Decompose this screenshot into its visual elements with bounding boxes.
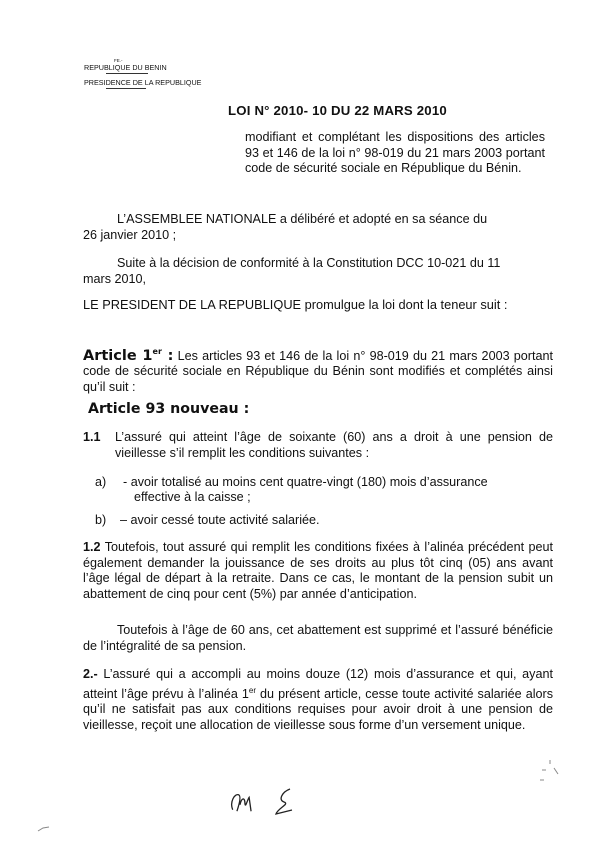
preamble-decision-line1: Suite à la décision de conformité à la Constitution DCC 10-021 du 11 (117, 256, 501, 270)
condition-a-line2: effective à la caisse ; (134, 490, 251, 504)
para-2: 2.- L’assuré qui a accompli au moins douze (12) mois d’assurance et qui, ayant atteint l’âge prévu à l’alinéa 1er du présent article, cesse toute activité salariée alors qu’il ne satisfait pas aux conditions requises pour avoir droit à une pension de vieillesse, reçoit une allocation de vieillesse sous forme d’un versement unique. (83, 667, 553, 732)
law-title: LOI N° 2010- 10 DU 22 MARS 2010 (228, 103, 447, 118)
signature-initials-2 (270, 786, 300, 824)
letterhead (84, 58, 201, 93)
preamble-president: LE PRESIDENT DE LA REPUBLIQUE promulgue la loi dont la teneur suit : (83, 297, 508, 312)
letterhead-rule (106, 73, 148, 74)
para-1-1-number: 1.1 (83, 430, 101, 444)
article-1-body-rest: portant code de sécurité sociale en République du Bénin sont modifiés et complétés ainsi qu’il suit : (83, 348, 553, 394)
scan-artifact-mark (536, 758, 566, 784)
condition-b-text: – avoir cessé toute activité salariée. (120, 513, 320, 527)
letterhead-reference: FE.- (114, 58, 123, 63)
letterhead-presidency: PRESIDENCE DE LA REPUBLIQUE (84, 78, 202, 87)
article-1 (83, 344, 553, 395)
signature-mark (226, 784, 264, 818)
letterhead-rule (106, 88, 146, 89)
scan-artifact (536, 758, 566, 786)
condition-b-label: b) (95, 513, 107, 527)
article-93-heading: Article 93 nouveau : (88, 401, 250, 417)
preamble-assembly-line2: 26 janvier 2010 ; (83, 228, 177, 242)
signature-mark (270, 786, 300, 820)
para-1-2-text: Toutefois, tout assuré qui remplit les conditions fixées à l’alinéa précédent peut également demander la jouissance de ses droits au plus tôt cinq (05) ans avant l’âge légal de départ à la retraite. Dans ce cas, le montant de la pension subit un abattement de cinq pour cent (5%) par année d’anticipation. (83, 540, 553, 601)
para-2-number: 2.- (83, 667, 98, 681)
signature-initials-1 (226, 784, 265, 824)
article-1-heading: Article 1er : (83, 347, 174, 364)
preamble-assembly-line1: L’ASSEMBLEE NATIONALE a délibéré et adopté en sa séance du (117, 212, 488, 226)
para-1-1-text: L’assuré qui atteint l’âge de soixante (60) ans a droit à une pension de vieillesse s’il remplit les conditions suivantes : (115, 430, 553, 460)
letterhead-republic: REPUBLIQUE DU BENIN (84, 63, 167, 72)
condition-a-label: a) (95, 475, 107, 489)
scan-artifact (37, 825, 51, 835)
condition-a-line1: - avoir totalisé au moins cent quatre-vingt (180) mois d’assurance (123, 475, 488, 489)
para-1-2 (83, 540, 553, 602)
preamble-decision-line2: mars 2010, (83, 272, 146, 286)
para-1-2-number: 1.2 (83, 540, 101, 554)
law-subject: modifiant et complétant les dispositions des articles 93 et 146 de la loi n° 98-019 du 21 mars 2003 portant code de sécurité sociale en République du Bénin. (245, 130, 545, 175)
para-1-2-continued: Toutefois à l’âge de 60 ans, cet abattement est supprimé et l’assuré bénéficie de l’intégralité de sa pension. (83, 623, 553, 653)
article-1-body-first: Les articles 93 et 146 de la loi n° 98-019 du 21 mars 2003 (173, 348, 510, 363)
scan-artifact-mark (37, 825, 51, 833)
